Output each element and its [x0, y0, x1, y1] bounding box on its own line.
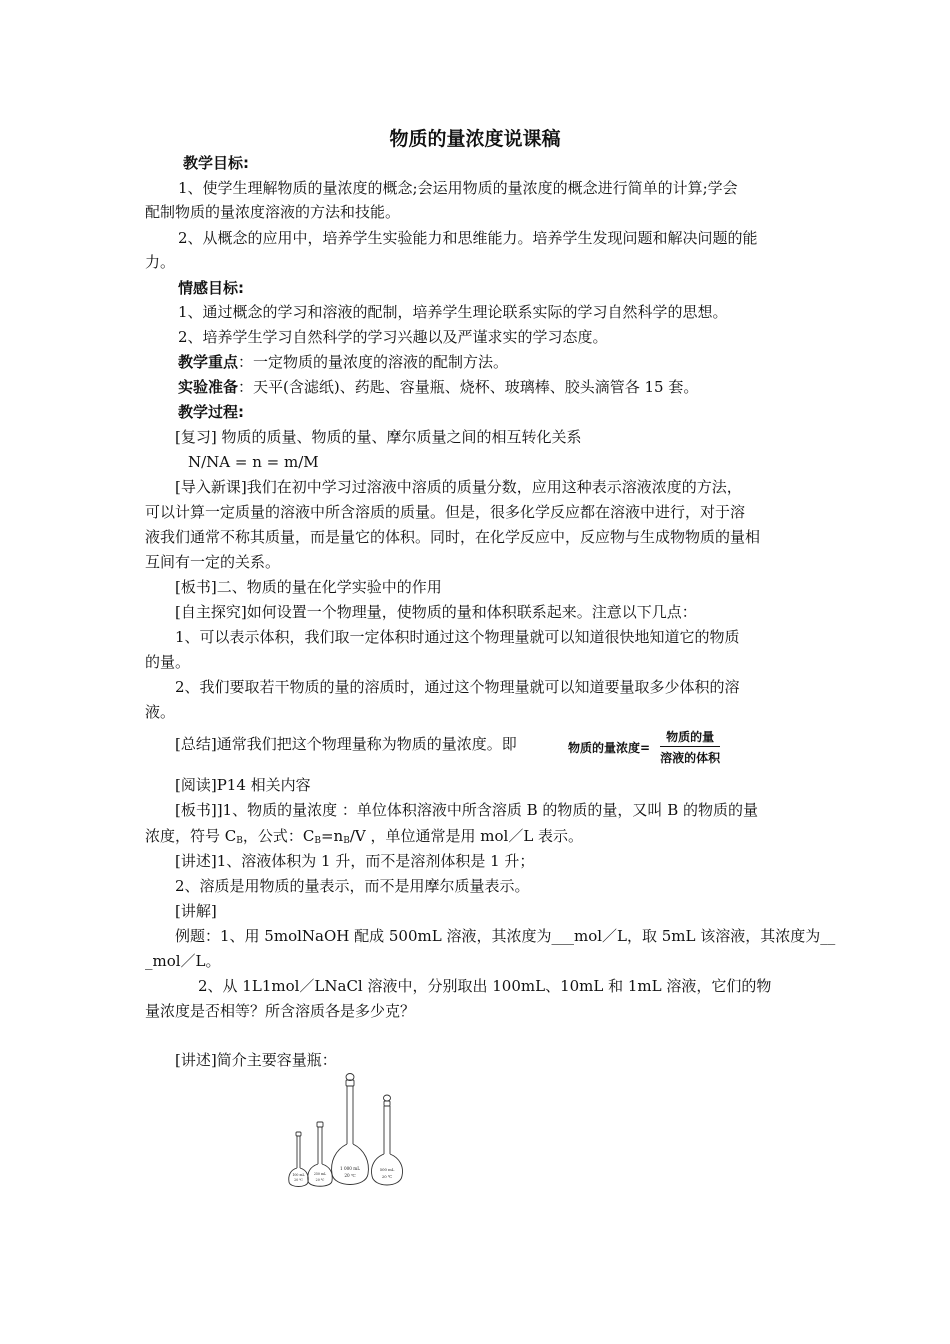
key-point-text: ：一定物质的量浓度的溶液的配制方法。: [238, 353, 509, 371]
formula-line: N/NA = n = m/M: [188, 453, 319, 471]
explore-line: [自主探究]如何设置一个物理量，使物质的量和体积联系起来。注意以下几点：: [175, 603, 697, 621]
intro-line-1: [导入新课]我们在初中学习过溶液中溶质的质量分数，应用这种表示溶液浓度的方法，: [175, 478, 742, 496]
goal-1-line-2: 配制物质的量浓度溶液的方法和技能。: [145, 203, 401, 221]
formula-fraction: [654, 728, 726, 766]
example-2-line-2: 量浓度是否相等？所含溶质各是多少克？: [145, 1002, 416, 1020]
intro-line-4: 互间有一定的关系。: [145, 553, 281, 571]
goal-2-line-2: 力。: [145, 253, 176, 271]
point-2-line-1: 2、我们要取若干物质的量的溶质时，通过这个物理量就可以知道要量取多少体积的溶: [175, 678, 740, 696]
board-2-part-3: =n: [320, 827, 344, 845]
point-1-line-1: 1、可以表示体积，我们取一定体积时通过这个物理量就可以知道很快地知道它的物质: [175, 628, 740, 646]
review-line: [复习] 物质的质量、物质的量、摩尔质量之间的相互转化关系: [175, 428, 582, 446]
subscript-b-3: B: [343, 836, 350, 846]
page-title: 物质的量浓度说课稿: [389, 128, 561, 150]
lecture-line-2: 2、溶质是用物质的量表示，而不是用摩尔质量表示。: [175, 877, 530, 895]
formula-left: 物质的量浓度=: [568, 740, 651, 755]
flask-2-volume: 250 mL: [313, 1172, 327, 1176]
process-heading: 教学过程:: [178, 403, 244, 421]
point-2-line-2: 液。: [145, 703, 176, 721]
volumetric-flasks-illustration: [280, 1070, 420, 1195]
goals-heading: 教学目标:: [183, 154, 249, 172]
flask-1-temp: 20 ℃: [294, 1178, 303, 1182]
flask-3-volume: 1 000 mL: [339, 1166, 361, 1171]
example-1-line-1: 例题：1、用 5molNaOH 配成 500mL 溶液，其浓度为___mol／L，取 5mL 该溶液，其浓度为__: [175, 927, 836, 945]
point-1-line-2: 的量。: [145, 653, 191, 671]
flask-1-volume: 100 mL: [292, 1173, 305, 1177]
prep-text: ：天平(含滤纸)、药匙、容量瓶、烧杯、玻璃棒、胶头滴管各 15 套。: [238, 378, 699, 396]
flask-3-temp: 20 ℃: [344, 1173, 356, 1178]
formula-denominator: 溶液的体积: [660, 751, 721, 765]
example-1-line-2: _mol／L。: [145, 952, 221, 970]
experiment-prep: [178, 375, 698, 399]
board-2-part-4: /V ，单位通常是用 mol／L 表示。: [349, 827, 584, 845]
intro-line-2: 可以计算一定质量的溶液中所含溶质的质量。但是，很多化学反应都在溶液中进行，对于溶: [145, 503, 746, 521]
board-2-part-1: 浓度，符号 C: [145, 827, 237, 845]
board-2-line-1: [板书]]1、物质的量浓度 ：单位体积溶液中所含溶质 B 的物质的量，又叫 B 的物质的量: [175, 801, 758, 819]
flask-250ml: [308, 1122, 332, 1186]
prep-label: 实验准备: [178, 378, 239, 396]
emotion-2: 2、培养学生学习自然科学的学习兴趣以及严谨求实的学习态度。: [178, 328, 608, 346]
key-point: [178, 350, 508, 374]
goal-1-line-1: 1、使学生理解物质的量浓度的概念;会运用物质的量浓度的概念进行简单的计算;学会: [178, 179, 738, 197]
board-2-part-2: ，公式：C: [242, 827, 315, 845]
goal-2-line-1: 2、从概念的应用中，培养学生实验能力和思维能力。培养学生发现问题和解决问题的能: [178, 229, 758, 247]
flask-4-temp: 20 ℃: [381, 1174, 393, 1179]
intro-line-3: 液我们通常不称其质量，而是量它的体积。同时，在化学反应中，反应物与生成物物质的量相: [145, 528, 761, 546]
board-line-1: [板书]二、物质的量在化学实验中的作用: [175, 578, 442, 596]
concentration-formula: [568, 728, 726, 766]
explain-line: [讲解]: [175, 902, 217, 920]
lecture-line-1: [讲述]1、溶液体积为 1 升，而不是溶剂体积是 1 升；: [175, 852, 535, 870]
key-point-label: 教学重点: [178, 353, 239, 371]
read-line: [阅读]P14 相关内容: [175, 776, 311, 794]
summary-line: [总结]通常我们把这个物理量称为物质的量浓度。即: [175, 735, 517, 753]
flask-4-volume: 500 mL: [379, 1167, 395, 1172]
example-2-line-1: 2、从 1L1mol／LNaCl 溶液中，分别取出 100mL、10mL 和 1mL 溶液，它们的物: [198, 977, 772, 995]
subscript-b-2: B: [314, 836, 321, 846]
flask-intro-line: [讲述]简介主要容量瓶：: [175, 1051, 337, 1069]
formula-numerator: 物质的量: [660, 728, 720, 747]
flask-2-temp: 20 ℃: [315, 1178, 325, 1182]
subscript-b-1: B: [236, 836, 243, 846]
emotion-heading: 情感目标:: [178, 279, 244, 297]
emotion-1: 1、通过概念的学习和溶液的配制，培养学生理论联系实际的学习自然科学的思想。: [178, 303, 728, 321]
